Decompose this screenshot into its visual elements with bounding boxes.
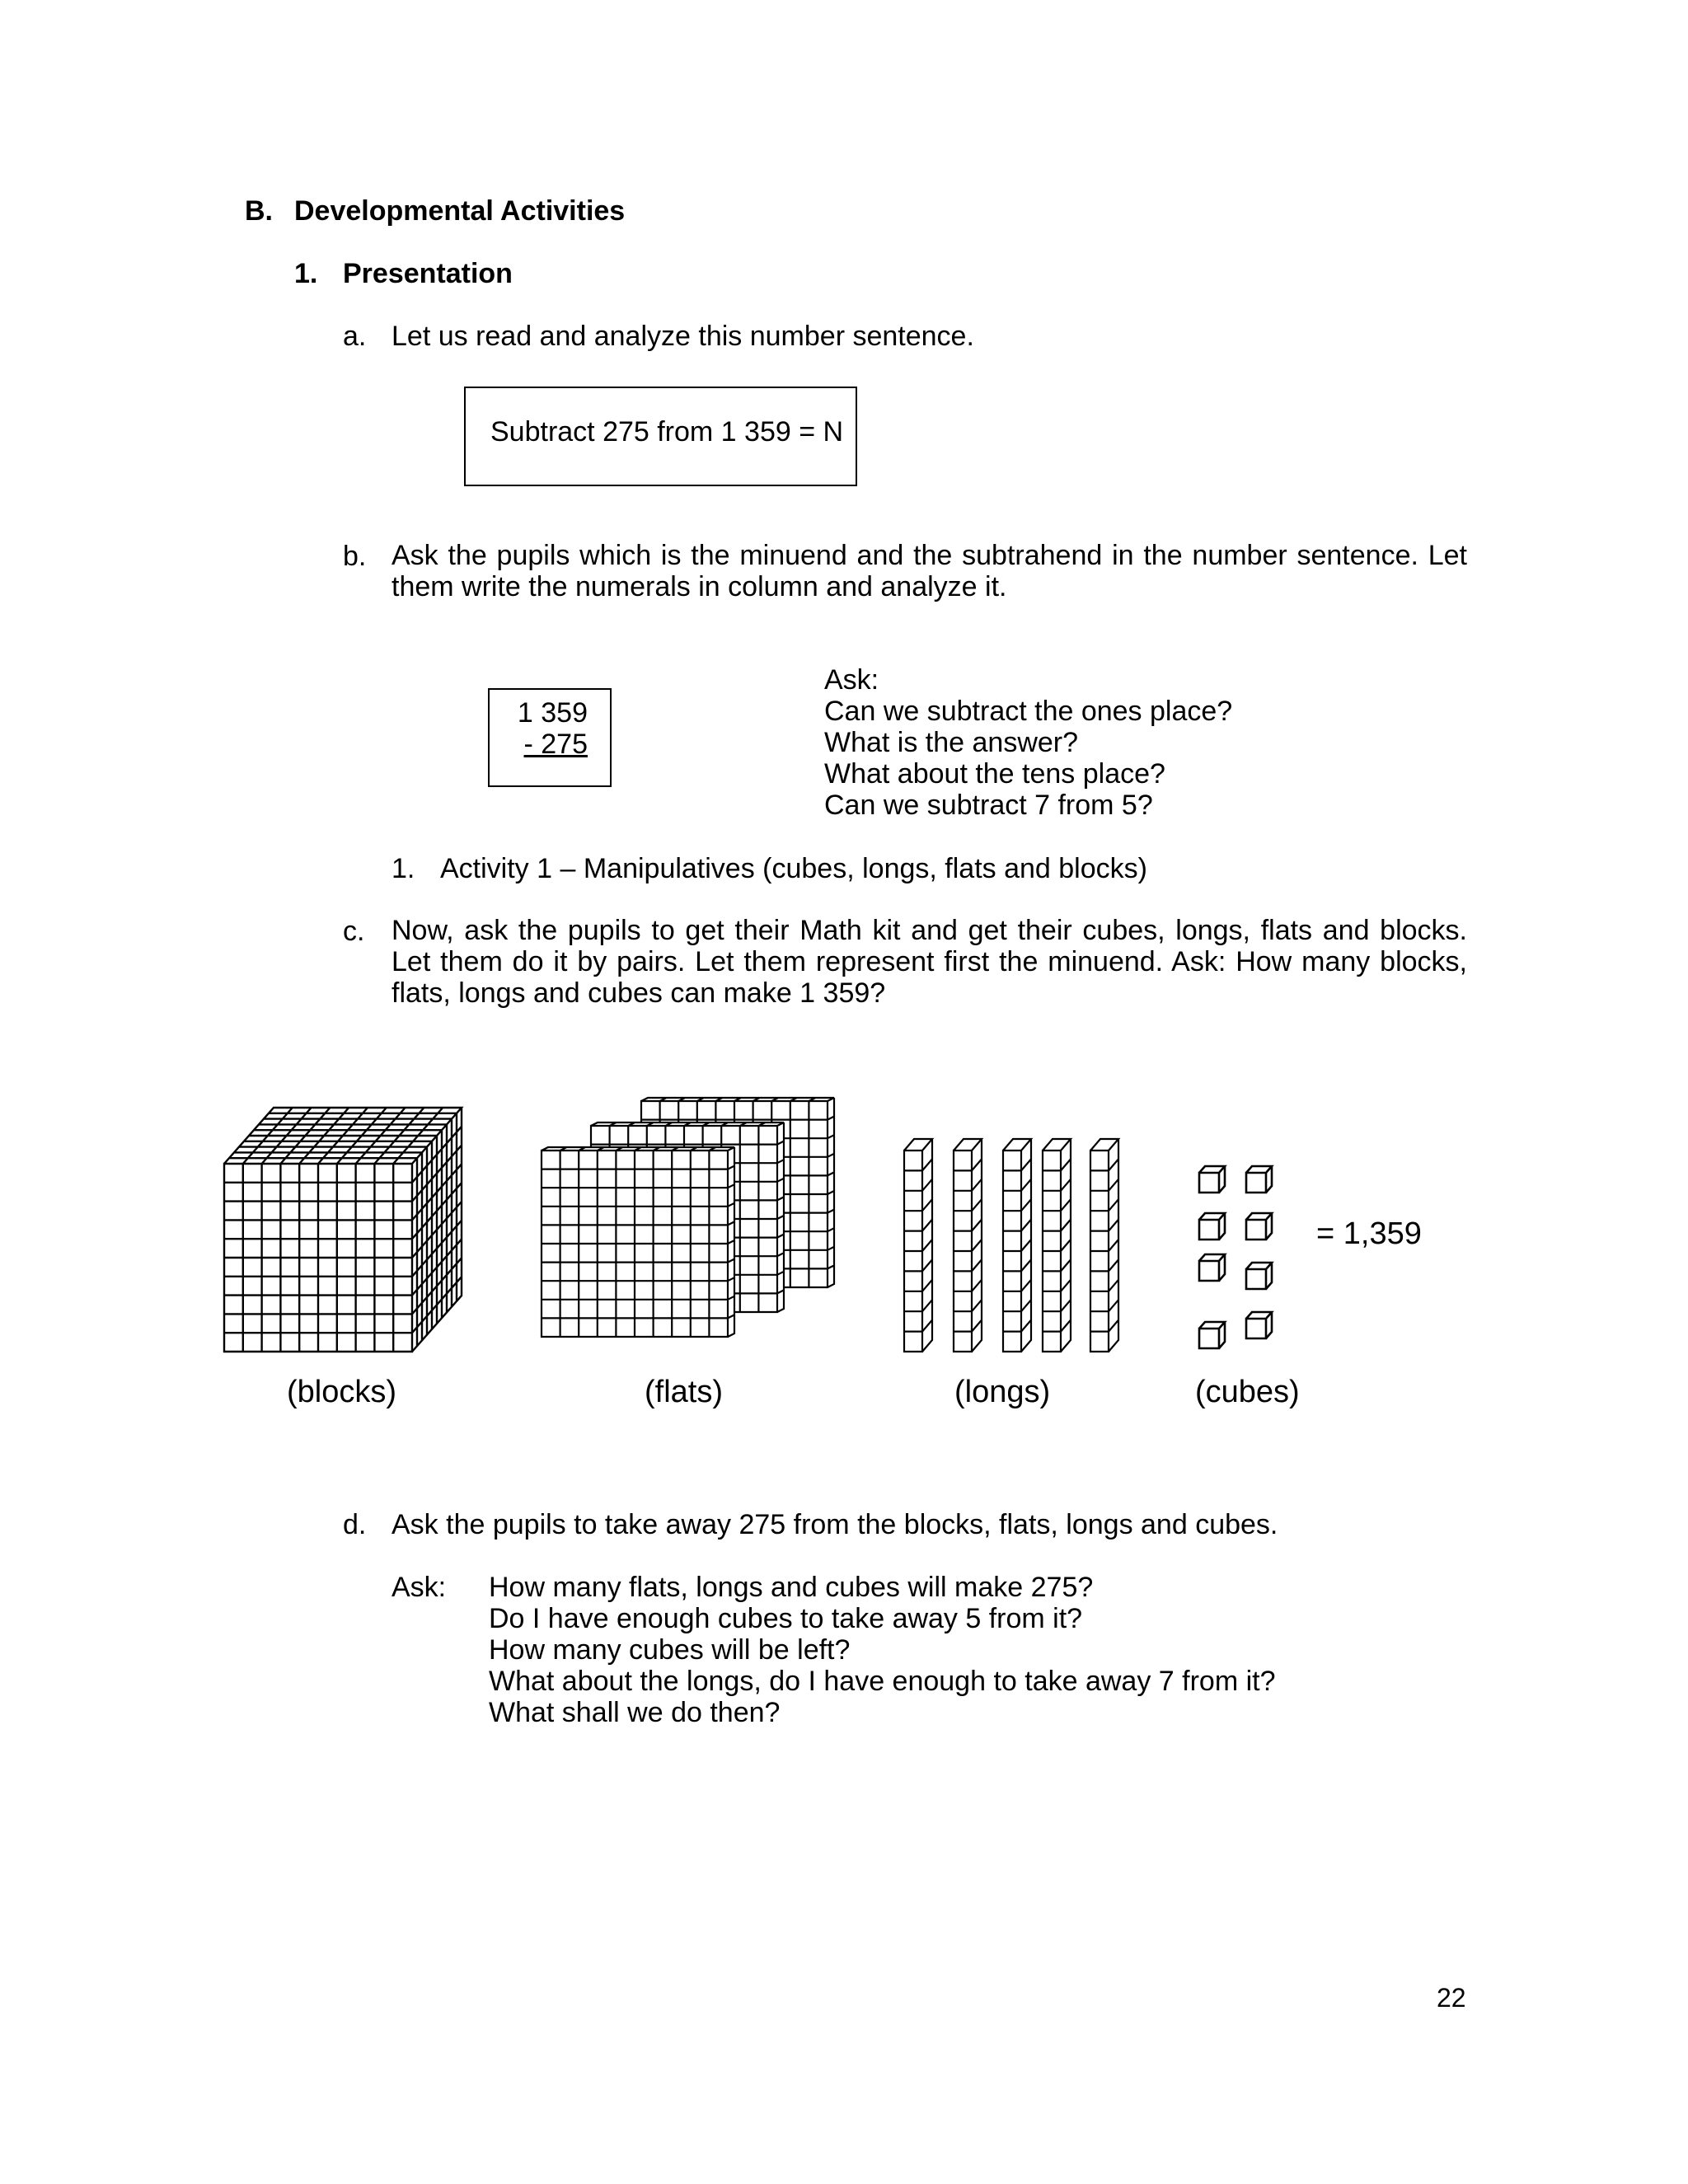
- subsection-title: Presentation: [343, 258, 513, 289]
- item-a-letter: a.: [343, 321, 367, 352]
- cube-shape: [1246, 1213, 1272, 1240]
- minuend: 1 359: [517, 697, 588, 729]
- activity-text: Activity 1 – Manipulatives (cubes, longs, flats and blocks): [440, 853, 1147, 884]
- activity-number: 1.: [392, 853, 415, 884]
- ask-heading: Ask:: [824, 664, 879, 696]
- item-d-ask-label: Ask:: [392, 1572, 447, 1603]
- cube-shape: [1246, 1166, 1272, 1193]
- item-b-text: Ask the pupils which is the minuend and the subtrahend in the number sentence. Let them write the numerals in column and analyze it.: [392, 540, 1467, 602]
- block-shape: [224, 1108, 462, 1352]
- item-d-question: How many cubes will be left?: [489, 1634, 851, 1666]
- long-shape: [1043, 1139, 1071, 1352]
- subtrahend: - 275: [523, 729, 588, 760]
- figure-equation: = 1,359: [1316, 1216, 1422, 1251]
- section-title: Developmental Activities: [294, 195, 626, 227]
- item-d-text: Ask the pupils to take away 275 from the blocks, flats, longs and cubes.: [392, 1509, 1278, 1540]
- cube-shape: [1246, 1263, 1272, 1289]
- item-d-question: Do I have enough cubes to take away 5 from it?: [489, 1603, 1083, 1634]
- item-c-letter: c.: [343, 916, 365, 947]
- cube-shape: [1199, 1166, 1225, 1193]
- subsection-number: 1.: [294, 258, 318, 289]
- cube-shape: [1199, 1254, 1225, 1281]
- ask-question: Can we subtract 7 from 5?: [824, 790, 1153, 821]
- item-d-question: What about the longs, do I have enough to take away 7 from it?: [489, 1666, 1276, 1697]
- cubes-label: (cubes): [1195, 1375, 1300, 1409]
- flat-backing: [542, 1147, 734, 1337]
- item-d-question: What shall we do then?: [489, 1697, 781, 1728]
- cube-shape: [1246, 1312, 1272, 1338]
- ask-question: What is the answer?: [824, 727, 1079, 758]
- item-d-questions: [489, 1572, 1276, 1728]
- long-shape: [904, 1139, 932, 1352]
- item-d-letter: d.: [343, 1509, 367, 1540]
- flats-label: (flats): [645, 1375, 723, 1409]
- page-number: 22: [1437, 1983, 1466, 2013]
- long-shape: [1003, 1139, 1031, 1352]
- item-a-text: Let us read and analyze this number sentence.: [392, 321, 974, 352]
- blocks-label: (blocks): [287, 1375, 397, 1409]
- item-c-text: Now, ask the pupils to get their Math kit and get their cubes, longs, flats and blocks. Let them do it by pairs. Let them represent first the minuend. Ask: How many blocks, flats, longs and cubes can make 1 359?: [392, 915, 1467, 1009]
- ask-question: Can we subtract the ones place?: [824, 696, 1233, 727]
- item-b-letter: b.: [343, 541, 367, 572]
- item-d-question: How many flats, longs and cubes will make 275?: [489, 1572, 1094, 1603]
- long-shape: [1090, 1139, 1118, 1352]
- section-letter: B.: [245, 195, 273, 227]
- cube-shape: [1199, 1213, 1225, 1240]
- longs-label: (longs): [954, 1375, 1051, 1409]
- long-shape: [954, 1139, 982, 1352]
- ask-question: What about the tens place?: [824, 758, 1165, 790]
- cube-shape: [1199, 1322, 1225, 1348]
- number-sentence: Subtract 275 from 1 359 = N: [490, 416, 844, 448]
